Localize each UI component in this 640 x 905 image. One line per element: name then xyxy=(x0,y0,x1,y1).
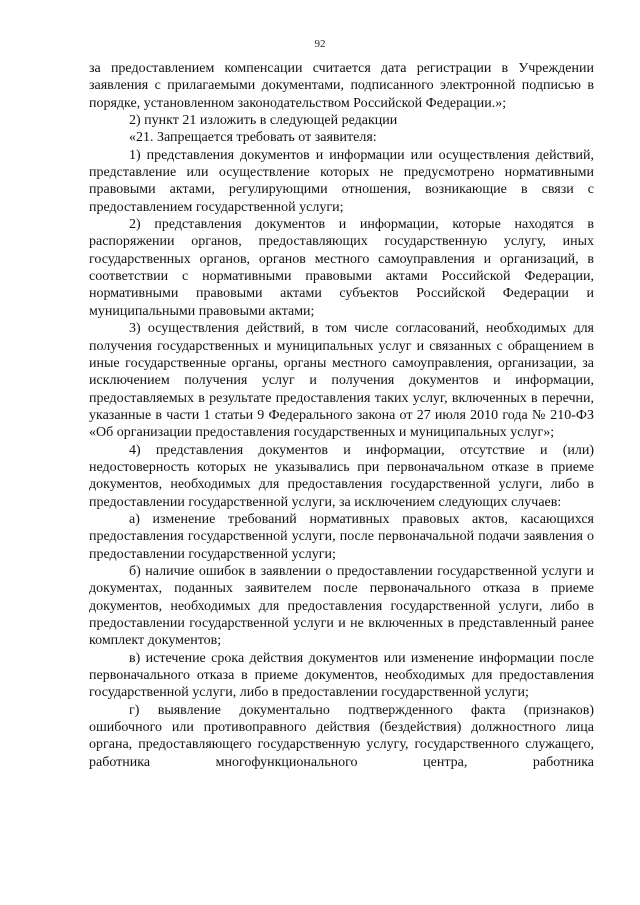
paragraph-case-v: в) истечение срока действия документов или изменение информации после первоначального отказа в приеме документов, необходимых для предоставления государственной услуги, либо в предоставлении государственной услуги; xyxy=(89,650,594,701)
paragraph-continuation: за предоставлением компенсации считается дата регистрации в Учреждении заявления с прилагаемыми документами, подписанного электронной подписью в порядке, установленном законодательством Российской Федерации.»; xyxy=(89,61,594,111)
paragraph-clause-21-intro: «21. Запрещается требовать от заявителя: xyxy=(129,130,377,146)
paragraph-case-a: а) изменение требований нормативных правовых актов, касающихся предоставления государственной услуги, после первоначальной подачи заявления о предоставлении государственной услуги; xyxy=(89,511,594,562)
document-body xyxy=(89,60,594,771)
paragraph-case-g: г) выявление документально подтвержденного факта (признаков) ошибочного или противоправного действия (бездействия) должностного лица органа, предоставляющего государственную услугу, государственного служащего, работника многофункционального центра, работника xyxy=(89,702,594,770)
paragraph-case-b: б) наличие ошибок в заявлении о предоставлении государственной услуги и документах, поданных заявителем после первоначального отказа в приеме документов, необходимых для предоставления государственной услуги, либо в предоставлении государственной услуги и не включенных в представленный ранее комплект документов; xyxy=(89,563,594,649)
paragraph-subitem-1: 1) представления документов и информации или осуществления действий, представление или осуществление которых не предусмотрено нормативными правовыми актами, регулирующими отношения, возникающие в связи с предоставлением государственной услуги; xyxy=(89,147,594,215)
paragraph-subitem-4: 4) представления документов и информации, отсутствие и (или) недостоверность которых не указывались при первоначальном отказе в приеме документов, необходимых для предоставления государственной услуги, либо в предоставлении государственной услуги, за исключением следующих случаев: xyxy=(89,442,594,510)
paragraph-subitem-2: 2) представления документов и информации, которые находятся в распоряжении органов, предоставляющих государственную услугу, иных государственных органов, органов местного самоуправления и организаций, в соответствии с нормативными правовыми актами Российской Федерации, нормативными правовыми актами субъектов Российской Федерации и муниципальными правовыми актами; xyxy=(89,217,594,319)
page-number: 92 xyxy=(314,38,326,50)
paragraph-subitem-3: 3) осуществления действий, в том числе согласований, необходимых для получения государственных и муниципальных услуг и связанных с обращением в иные государственные органы, органы местного самоуправления, организации, за исключением получения услуг и получения документов и информации, предоставляемых в результате предоставления таких услуг, включенных в перечни, указанные в части 1 статьи 9 Федерального закона от 27 июля 2010 года № 210-ФЗ «Об организации предоставления государственных и муниципальных услуг»; xyxy=(89,321,594,441)
paragraph-item-2: 2) пункт 21 изложить в следующей редакции xyxy=(129,113,398,129)
